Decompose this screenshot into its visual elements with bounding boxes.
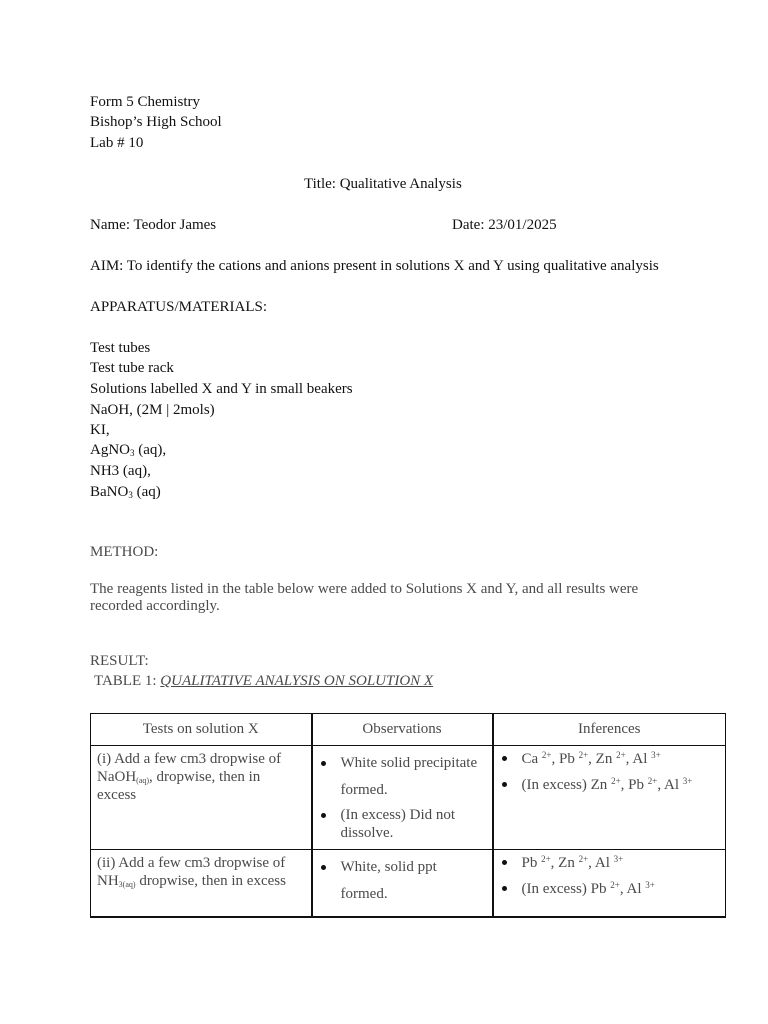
test-cell: (ii) Add a few cm3 dropwise of $NH_{3(aq)}$ dropwise, then in excess	[91, 850, 312, 918]
apparatus-item: NaOH, (2M | 2mols)	[90, 402, 215, 418]
test-cell: (i) Add a few cm3 dropwise of NaOH$_{(aq)}$, dropwise, then in excess	[91, 746, 312, 850]
table-row	[91, 850, 726, 918]
table-row	[91, 746, 726, 850]
observation-item: White, solid ppt formed.	[341, 854, 486, 908]
inference-item: Pb $^{2+}$, Zn $^{2+}$, Al $^{3+}$	[522, 854, 720, 872]
result-heading: RESULT:	[90, 653, 149, 669]
apparatus-item: AgNO$_3$ (aq),	[90, 442, 167, 458]
observation-item: White solid precipitate formed.	[341, 750, 486, 804]
table-caption: TABLE 1: QUALITATIVE ANALYSIS ON SOLUTION X	[94, 673, 434, 689]
apparatus-item: BaNO$_3$ (aq)	[90, 484, 161, 500]
lab-number-line: Lab # 10	[90, 135, 144, 151]
school-line: Bishop’s High School	[90, 114, 222, 130]
apparatus-item: Solutions labelled X and Y in small beakers	[90, 381, 353, 397]
apparatus-heading: APPARATUS/MATERIALS:	[90, 299, 267, 315]
apparatus-item: Test tube rack	[90, 360, 174, 376]
results-table	[90, 713, 726, 918]
table-caption-title: QUALITATIVE ANALYSIS ON SOLUTION X	[160, 673, 434, 689]
column-header: Inferences	[493, 714, 726, 746]
column-header: Observations	[312, 714, 493, 746]
course-line: Form 5 Chemistry	[90, 94, 201, 110]
aim-statement: AIM: To identify the cations and anions present in solutions X and Y using qualitative analysis	[90, 258, 659, 274]
inference-cell	[493, 746, 726, 850]
column-header: Tests on solution X	[91, 714, 312, 746]
inference-item: (In excess) Pb $^{2+}$, Al $^{3+}$	[522, 880, 720, 898]
inference-item: Ca $^{2+}$, Pb $^{2+}$, Zn $^{2+}$, Al $^{3+}$	[522, 750, 720, 768]
date-line: Date: 23/01/2025	[452, 217, 557, 233]
document-title: Title: Qualitative Analysis	[304, 176, 462, 192]
observation-cell	[312, 850, 493, 918]
apparatus-item: KI,	[90, 422, 110, 438]
method-text-line: The reagents listed in the table below were added to Solutions X and Y, and all results were	[90, 581, 639, 597]
apparatus-item: Test tubes	[90, 340, 151, 356]
inference-cell	[493, 850, 726, 918]
method-heading: METHOD:	[90, 544, 159, 560]
method-text-line: recorded accordingly.	[90, 598, 220, 614]
observation-item: (In excess) Did not dissolve.	[341, 806, 486, 842]
observation-cell	[312, 746, 493, 850]
name-line: Name: Teodor James	[90, 217, 217, 233]
inference-item: (In excess) Zn $^{2+}$, Pb $^{2+}$, Al $^{3+}$	[522, 776, 720, 794]
apparatus-item: NH3 (aq),	[90, 463, 151, 479]
table-header-row	[91, 714, 726, 746]
